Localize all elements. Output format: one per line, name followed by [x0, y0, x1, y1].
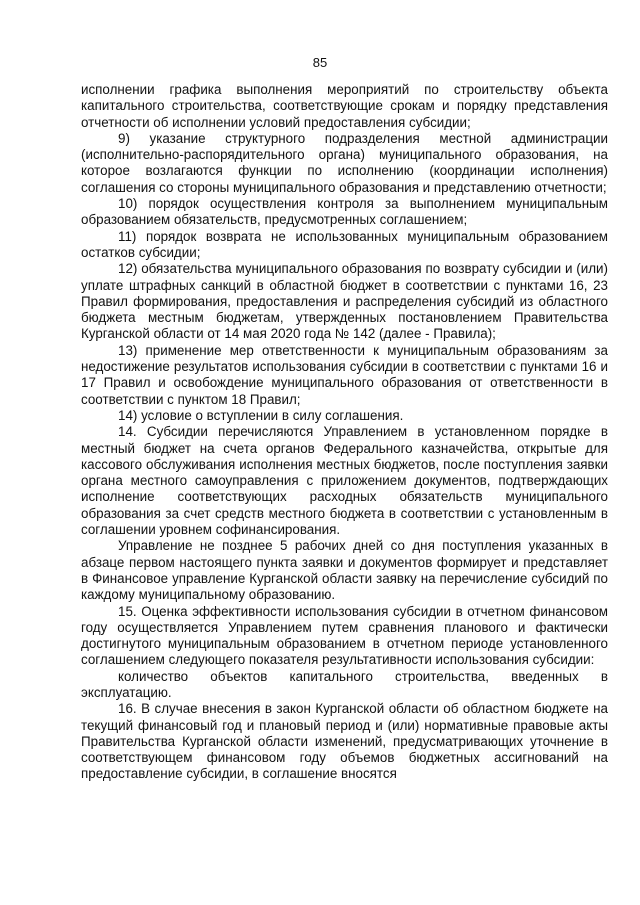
paragraph: исполнении графика выполнения мероприятий по строительству объекта капитального строительства, соответствующие срокам и порядку представления отчетности об исполнении условий предоставления субсидии;: [81, 82, 608, 130]
paragraph: 12) обязательства муниципального образования по возврату субсидии и (или) уплате штрафных санкций в областной бюджет в соответствии с пунктами 16, 23 Правил формирования, предоставления и распределения субсидий из областного бюджета местным бюджетам, утвержденных постановлением Правительства Курганской области от 14 мая 2020 года № 142 (далее - Правила);: [81, 261, 608, 342]
paragraph: 16. В случае внесения в закон Курганской области об областном бюджете на текущий финансовый год и плановый период и (или) нормативные правовые акты Правительства Курганской области изменений, предусматривающих уточнение в соответствующем финансовом году объемов бюджетных ассигнований на предоставление субсидии, в соглашение вносятся: [81, 701, 608, 782]
paragraph: 9) указание структурного подразделения местной администрации (исполнительно-распорядительного органа) муниципального образования, на которое возлагаются функции по исполнению (координации исполнения) соглашения со стороны муниципального образования и представлению отчетности;: [81, 130, 608, 195]
paragraph: 11) порядок возврата не использованных муниципальным образованием остатков субсидии;: [81, 228, 608, 260]
paragraph: количество объектов капитального строительства, введенных в эксплуатацию.: [81, 668, 608, 700]
paragraph: 10) порядок осуществления контроля за выполнением муниципальным образованием обязательств, предусмотренных соглашением;: [81, 196, 608, 228]
paragraph: 14) условие о вступлении в силу соглашения.: [118, 407, 404, 423]
paragraph: 14. Субсидии перечисляются Управлением в установленном порядке в местный бюджет на счета органов Федерального казначейства, открытые для кассового обслуживания исполнения местных бюджетов, после поступления заявки органа местного самоуправления с приложением документов, подтверждающих исполнение соответствующих расходных обязательств муниципального образования за счет средств местного бюджета в соответствии с установленным в соглашении уровнем софинансирования.: [81, 424, 608, 538]
paragraph: 13) применение мер ответственности к муниципальным образованиям за недостижение результатов использования субсидии в соответствии с пунктами 16 и 17 Правил и освобождение муниципального образования от ответственности в соответствии с пунктом 18 Правил;: [81, 342, 608, 407]
page-number: 85: [312, 55, 328, 70]
paragraph: 15. Оценка эффективности использования субсидии в отчетном финансовом году осуществляется Управлением путем сравнения планового и фактически достигнутого муниципальным образованием в отчетном периоде установленного соглашением следующего показателя результативности использования субсидии:: [81, 603, 608, 668]
document-body: [81, 82, 608, 783]
paragraph: Управление не позднее 5 рабочих дней со дня поступления указанных в абзаце первом настоящего пункта заявки и документов формирует и представляет в Финансовое управление Курганской области заявку на перечисление субсидий по каждому муниципальному образованию.: [81, 538, 608, 603]
